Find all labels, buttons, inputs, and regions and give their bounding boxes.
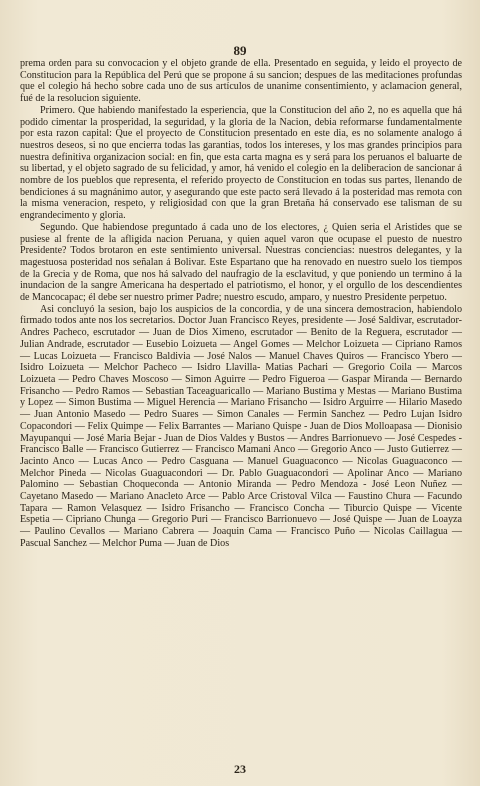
page-number: 89 [233, 43, 247, 58]
signature-mark: 23 [234, 762, 246, 776]
body-text [20, 58, 462, 550]
paragraph-segundo: Segundo. Que habiendose preguntado á cada uno de los electores, ¿ Quien seria el Aristides que se pusiese al frente de la afligida nacion Peruana, y quien aquel varon que ocupase el puesto de nuestro Presidente? Todos brotaron en este sentimiento universal. Nuestras conciencias: nuestros delegantes, y la magestuosa posteridad nos señalan á Bolivar. Este Espartano que ha renovado en nuestro suelo los tiempos de la Grecia y de Roma, que nos há salvado del naufragio de la esclavitud, y que poniendo un termino á la inundacion de la sangre Americana ha despertado el patriotismo, el honor, y el orgullo de los descendientes de Mancocapac; él debe ser nuestro primer Padre; nuestro escudo, amparo, y nuestro Presidente perpetuo. [20, 221, 462, 304]
paragraph-intro: prema orden para su convocacion y el objeto grande de ella. Presentado en seguida, y leido el proyecto de Constitucion para la República del Perú que se propone á su sancion; despues de las meditaciones profundas que el colegio há hecho sobre cada uno de sus artículos de unanime consentimiento, y aclamacion general, fué de la resolucion siguiente. [20, 58, 462, 105]
paragraph-signatures: Asi concluyó la sesion, bajo los auspicios de la concordia, y de una sincera demostracion, habiendolo firmado todos ante nos los secretarios. Doctor Juan Francisco Reyes, presidente — José Saldivar, escrutador- Andres Pacheco, escrutador — Juan de Dios Ximeno, escrutador — Benito de la Reguera, escrutador — Julian Andrade, escrutador — Eusebio Loizueta — Angel Gomes — Melchor Loizueta — Cipriano Ramos — Lucas Loizueta — Francisco Baldivia — José Nalos — Manuel Chaves Quiros — Francisco Ybero — Isidro Loizueta — Melchor Pacheco — Isidro Llavilla- Matias Pachari — Gregorio Coila — Marcos Loizueta — Pedro Chaves Moscoso — Simon Aguirre — Pedro Figueroa — Gaspar Miranda — Bernardo Frisancho — Pedro Ramos — Sebastian Taceaguaricallo — Mariano Bustima y Mestas — Mariano Bustima y Lopez — Simon Bustima — Miguel Herencia — Mariano Frisancho — Isidro Arguirre — Hilario Masedo — Juan Antonio Masedo — Pedro Suares — Simon Canales — Fermin Sanchez — Pedro Lujan Isidro Copacondori — Felix Quimpe — Felix Barrantes — Mariano Quispe - Juan de Dios Molloapasa — Dionisio Mayupanqui — José Maria Bejar - Juan de Dios Valdes y Bustos — Andres Barrionuevo — José Cespedes - Francisco Balle — Francisco Gutierrez — Francisco Mamani Anco — Gregorio Anco — Justo Gutierrez — Jacinto Anco — Lucas Anco — Pedro Casguana — Manuel Guaguaconco — Nicolas Guaguaconco — Melchor Pineda — Nicolas Guaguacondori — Dr. Pablo Guaguacondori — Apolinar Anco — Mariano Palomino — Sebastian Choqueconda — Antonio Miranda — Pedro Mendoza - José Leon Nuñez — Cayetano Masedo — Mariano Anacleto Arce — Pablo Arce Cristoval Vilca — Faustino Chura — Facundo Tapara — Ramon Velasquez — Isidro Frisancho — Francisco Concha — Tiburcio Quispe — Vicente Espetia — Cipriano Chunga — Gregorio Puri — Francisco Barrionuevo — José Quispe — Juan de Loayza — Paulino Cevallos — Mariano Cabrera — Joaquin Cama — Francisco Puño — Nicolas Caillagua — Pascual Sanchez — Melchor Puma — Juan de Dios [20, 303, 462, 549]
paragraph-primero: Primero. Que habiendo manifestado la esperiencia, que la Constitucion del año 2, no es aquella que há podido cimentar la prosperidad, la seguridad, y la gloria de la Nacion, debia reformarse fundamentalmente por esta razon capital: Que el proyecto de Constitucion presentado en este dia, es no solamente analogo á nuestros deseos, si no que encierra todas las garantias, todos los intereses, y los mas grandes principios para nuestra definitiva organizacion social: en fin, que esta carta magna es y será para los peruanos el baluarte de su libertad, y el objeto sagrado de su felicidad, y amor, há venido el colegio en la deliberacion de sancionar á nombre de los pueblos que representa, el referido proyecto de Constitucion en todas sus partes, llenando de bendiciones á su magnánimo autor, y asegurando que este pacto será llevado á la posteridad mas remota con la misma veneracion, respeto, y religiosidad con que la gran Bretaña há conservado ese talisman de su engrandecimento y gloria. [20, 104, 462, 222]
